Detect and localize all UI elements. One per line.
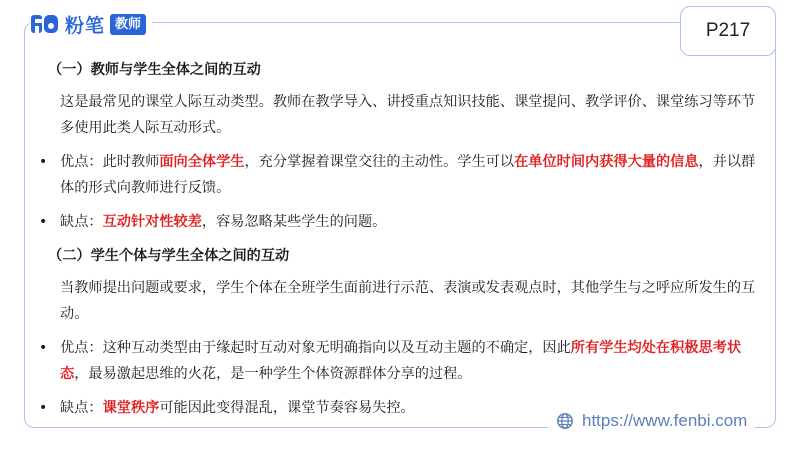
logo-brand-text: 粉笔 (65, 14, 106, 37)
cons-text-1: 可能因此变得混乱，课堂节奏容易失控。 (159, 400, 415, 416)
cons-text-1: ，容易忽略某些学生的问题。 (201, 214, 387, 230)
section1-intro: 这是最常见的课堂人际互动类型。教师在教学导入、讲授重点知识技能、课堂提问、教学评价、课堂练习等环节多使用此类人际互动形式。 (60, 94, 756, 136)
logo-tag: 教师 (110, 14, 146, 35)
section1-pros (28, 149, 768, 201)
pros-highlight-2: 在单位时间内获得大量的信息 (514, 154, 699, 170)
fenbi-logo-icon (30, 13, 60, 35)
cons-label: 缺点： (60, 400, 103, 416)
section2-heading: （二）学生个体与学生全体之间的互动 (48, 248, 290, 264)
pros-text-2: ，充分掌握着课堂交往的主动性。学生可以 (244, 154, 515, 170)
bullet-dot-icon: • (39, 214, 48, 230)
section1-cons (28, 209, 768, 235)
pros-label: 优点： (60, 154, 103, 170)
pros-text-2: ，最易激起思维的火花，是一种学生个体资源群体分享的过程。 (74, 366, 472, 382)
pros-text-1: 此时教师 (102, 154, 160, 170)
bullet-dot-icon: • (39, 400, 48, 416)
bullet-dot-icon: • (39, 154, 48, 170)
cons-label: 缺点： (60, 214, 103, 230)
page-number-badge (680, 6, 776, 56)
section1-heading: （一）教师与学生全体之间的互动 (48, 62, 261, 78)
pros-label: 优点： (60, 340, 103, 356)
section2-intro: 当教师提出问题或要求，学生个体在全班学生面前进行示范、表演或发表观点时，其他学生与之呼应所发生的互动。 (60, 280, 756, 322)
bullet-dot-icon: • (39, 340, 48, 356)
pros-text-1: 这种互动类型由于缘起时互动对象无明确指向以及互动主题的不确定，因此 (102, 340, 571, 356)
slide-content (28, 57, 768, 429)
pros-highlight-1: 所有学生均处在积极思考状态 (60, 340, 742, 382)
pros-text-3: ，并以群体的形式向教师进行反馈。 (60, 154, 756, 196)
cons-highlight-1: 课堂秩序 (102, 400, 160, 416)
cons-highlight-1: 互动针对性较差 (102, 214, 202, 230)
globe-icon (556, 412, 574, 430)
page-number: P217 (705, 20, 751, 41)
footer-link[interactable] (548, 408, 755, 434)
pros-highlight-1: 面向全体学生 (159, 154, 245, 170)
footer-url[interactable]: https://www.fenbi.com (582, 411, 748, 430)
fenbi-logo (30, 11, 152, 37)
section2-pros (28, 335, 768, 387)
